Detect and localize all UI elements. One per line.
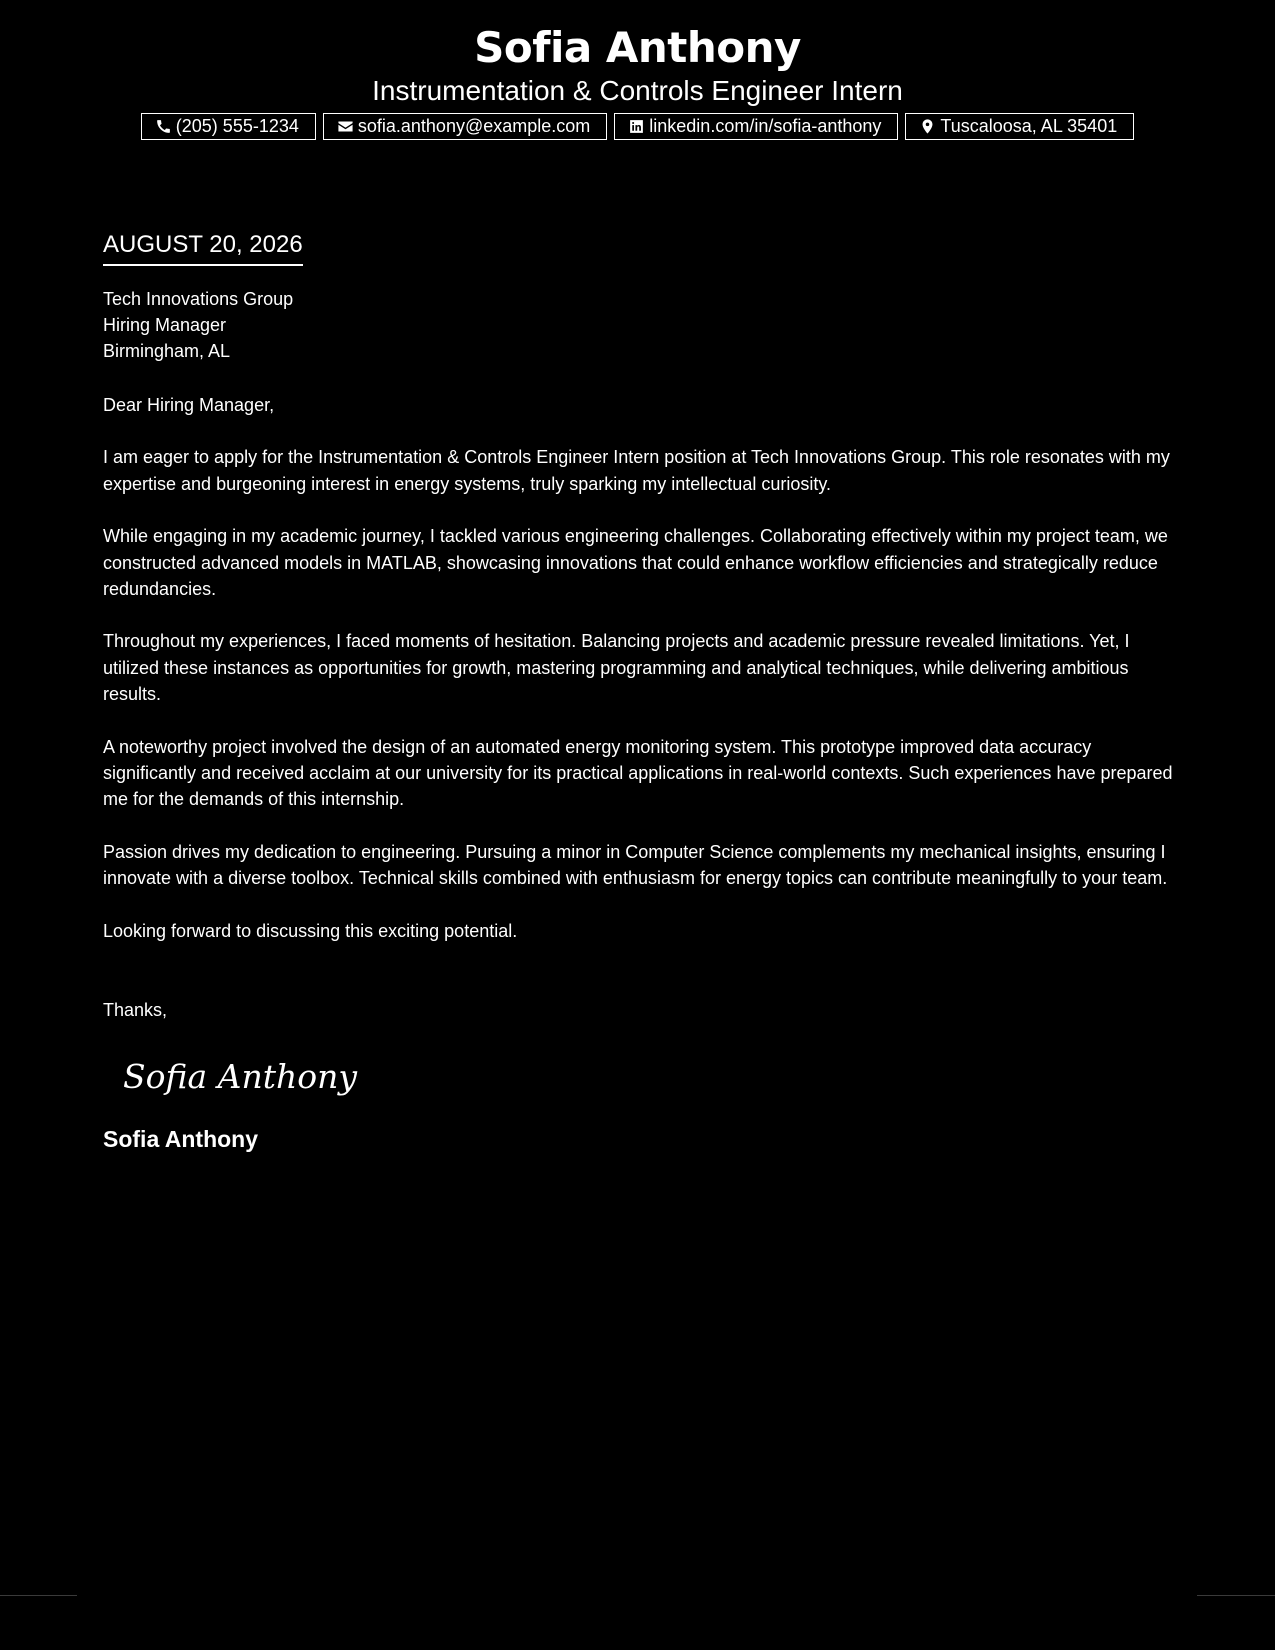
contact-bar: [0, 113, 1275, 140]
signature-text: Sofia Anthony: [123, 1056, 358, 1096]
applicant-name: Sofia Anthony: [474, 23, 801, 72]
map-marker-icon: [919, 118, 936, 135]
applicant-role: Instrumentation & Controls Engineer Intern: [372, 75, 903, 106]
recipient-title: Hiring Manager: [103, 315, 227, 335]
footer-divider-right: [1197, 1595, 1275, 1596]
contact-linkedin-text: linkedin.com/in/sofia-anthony: [649, 116, 882, 136]
contact-email-text: sofia.anthony@example.com: [357, 116, 591, 136]
recipient-company: Tech Innovations Group: [103, 289, 294, 309]
contact-linkedin[interactable]: [614, 113, 898, 140]
body-paragraph-6: Looking forward to discussing this exciting potential.: [103, 920, 518, 941]
body-paragraph-4: A noteworthy project involved the design of an automated energy monitoring system. This prototype improved data accuracy significantly and received acclaim at our university for its practical applications in real-world contexts. Such experiences have prepared me for the demands of this internship.: [103, 736, 1173, 810]
body-paragraph-2: While engaging in my academic journey, I tackled various engineering challenges. Collaborating effectively within my project team, we constructed advanced models in MATLAB, showcasing innovations that could enhance workflow efficiencies and strategically reduce redundancies.: [103, 526, 1168, 600]
signer-name: Sofia Anthony: [103, 1125, 259, 1152]
salutation: Dear Hiring Manager,: [103, 395, 275, 415]
handwritten-signature: [121, 1050, 1178, 1100]
body-paragraph-5: Passion drives my dedication to engineering. Pursuing a minor in Computer Science complements my mechanical insights, ensuring I innovate with a diverse toolbox. Technical skills combined with enthusiasm for energy topics can contribute meaningfully to your team.: [103, 841, 1168, 889]
contact-email[interactable]: [323, 113, 607, 140]
closing: Thanks,: [103, 1000, 168, 1021]
contact-phone[interactable]: [141, 113, 316, 140]
recipient-location: Birmingham, AL: [103, 341, 231, 361]
contact-location[interactable]: [905, 113, 1134, 140]
contact-phone-text: (205) 555-1234: [175, 116, 299, 136]
body-paragraph-1: I am eager to apply for the Instrumentation & Controls Engineer Intern position at Tech Innovations Group. This role resonates with my expertise and burgeoning interest in energy systems, truly sparking my intellectual curiosity.: [103, 447, 1170, 494]
phone-icon: [155, 118, 172, 135]
letter-date: AUGUST 20, 2026: [103, 228, 303, 266]
envelope-icon: [337, 118, 354, 135]
footer-divider-left: [0, 1595, 77, 1596]
recipient-block: [103, 286, 1178, 364]
contact-location-text: Tuscaloosa, AL 35401: [940, 116, 1118, 136]
body-paragraph-3: Throughout my experiences, I faced moments of hesitation. Balancing projects and academic pressure revealed limitations. Yet, I utilized these instances as opportunities for growth, mastering programming and analytical techniques, while delivering ambitious results.: [103, 631, 1130, 705]
letter-header: [0, 22, 1275, 108]
letter-body: [103, 228, 1178, 1154]
linkedin-icon: [628, 118, 645, 135]
signature-graphic: [121, 1050, 361, 1100]
